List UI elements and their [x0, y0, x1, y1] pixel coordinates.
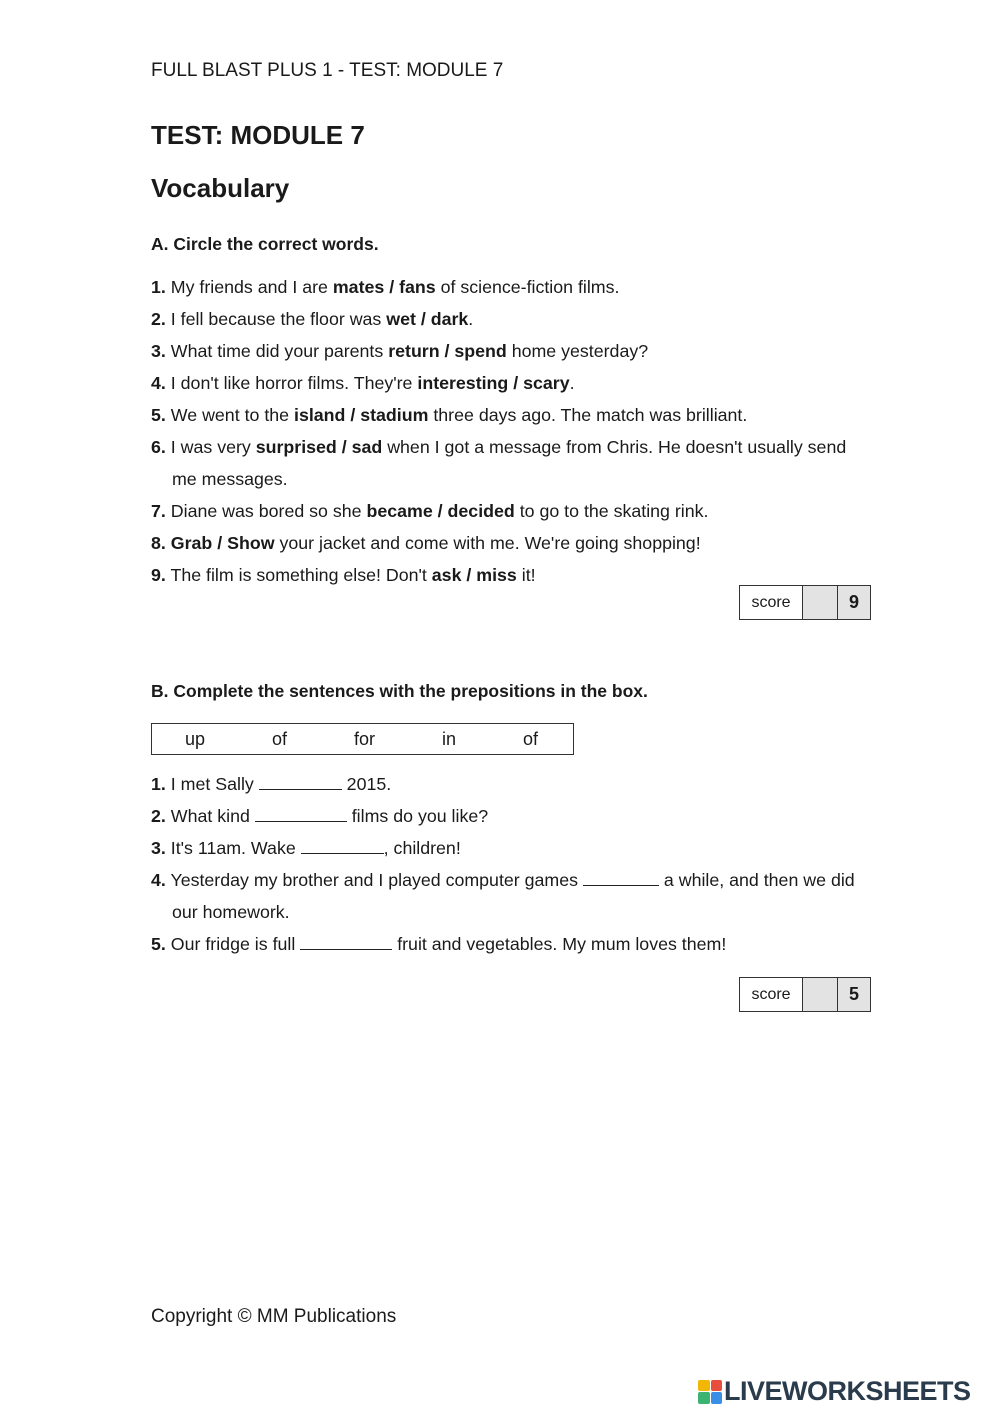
word-box-item: of	[272, 729, 288, 749]
score-total: 9	[838, 586, 870, 619]
word-choice[interactable]: Grab / Show	[170, 533, 275, 553]
score-label: score	[740, 586, 803, 619]
word-choice[interactable]: mates / fans	[332, 277, 436, 297]
word-choice[interactable]: ask / miss	[431, 565, 517, 585]
question-a1: 1. My friends and I are mates / fans of science-fiction films.	[151, 277, 620, 297]
word-box-item: up	[185, 729, 206, 749]
answer-blank[interactable]	[255, 803, 347, 822]
section-a-list	[151, 271, 861, 591]
question-a8: 8. Grab / Show your jacket and come with me. We're going shopping!	[151, 533, 701, 553]
word-choice[interactable]: wet / dark	[386, 309, 469, 329]
score-label: score	[740, 978, 803, 1011]
question-a5: 5. We went to the island / stadium three days ago. The match was brilliant.	[151, 405, 748, 425]
question-b2: 2. What kind films do you like?	[151, 800, 861, 832]
answer-blank[interactable]	[300, 931, 392, 950]
score-box-a	[739, 585, 871, 620]
score-input[interactable]	[803, 586, 838, 619]
word-box-item: of	[523, 729, 539, 749]
score-input[interactable]	[803, 978, 838, 1011]
answer-blank[interactable]	[301, 835, 384, 854]
answer-blank[interactable]	[583, 867, 659, 886]
word-choice[interactable]: surprised / sad	[255, 437, 383, 457]
score-total: 5	[838, 978, 870, 1011]
question-b5: 5. Our fridge is full fruit and vegetables. My mum loves them!	[151, 928, 861, 960]
question-b1: 1. I met Sally 2015.	[151, 768, 861, 800]
question-a3: 3. What time did your parents return / spend home yesterday?	[151, 341, 649, 361]
section-title-vocabulary: Vocabulary	[151, 173, 290, 203]
question-a6: 6. I was very surprised / sad when I got a message from Chris. He doesn't usually send me messages.	[151, 437, 847, 489]
question-a2: 2. I fell because the floor was wet / dark.	[151, 309, 474, 329]
score-box-b	[739, 977, 871, 1012]
question-a4: 4. I don't like horror films. They're interesting / scary.	[151, 373, 575, 393]
page-header: FULL BLAST PLUS 1 - TEST: MODULE 7	[151, 60, 504, 81]
test-title: TEST: MODULE 7	[151, 120, 365, 150]
word-box-item: in	[442, 729, 457, 749]
section-b-instruction: B. Complete the sentences with the prepositions in the box.	[151, 681, 648, 701]
question-b3: 3. It's 11am. Wake , children!	[151, 832, 861, 864]
answer-blank[interactable]	[259, 771, 342, 790]
liveworksheets-icon	[698, 1380, 722, 1404]
word-box	[151, 723, 574, 755]
brand-name: LIVEWORKSHEETS	[724, 1376, 971, 1406]
question-b4: 4. Yesterday my brother and I played computer games a while, and then we did our homework.	[151, 864, 861, 928]
section-a-instruction: A. Circle the correct words.	[151, 234, 379, 254]
liveworksheets-logo	[698, 1376, 971, 1407]
section-b-list	[151, 768, 861, 960]
word-choice[interactable]: island / stadium	[294, 405, 429, 425]
word-choice[interactable]: return / spend	[388, 341, 507, 361]
word-box-item: for	[354, 729, 376, 749]
word-choice[interactable]: became / decided	[366, 501, 515, 521]
word-choice[interactable]: interesting / scary	[417, 373, 570, 393]
question-a9: 9. The film is something else! Don't ask / miss it!	[151, 565, 536, 585]
question-a7: 7. Diane was bored so she became / decided to go to the skating rink.	[151, 501, 709, 521]
copyright-footer: Copyright © MM Publications	[151, 1306, 397, 1327]
